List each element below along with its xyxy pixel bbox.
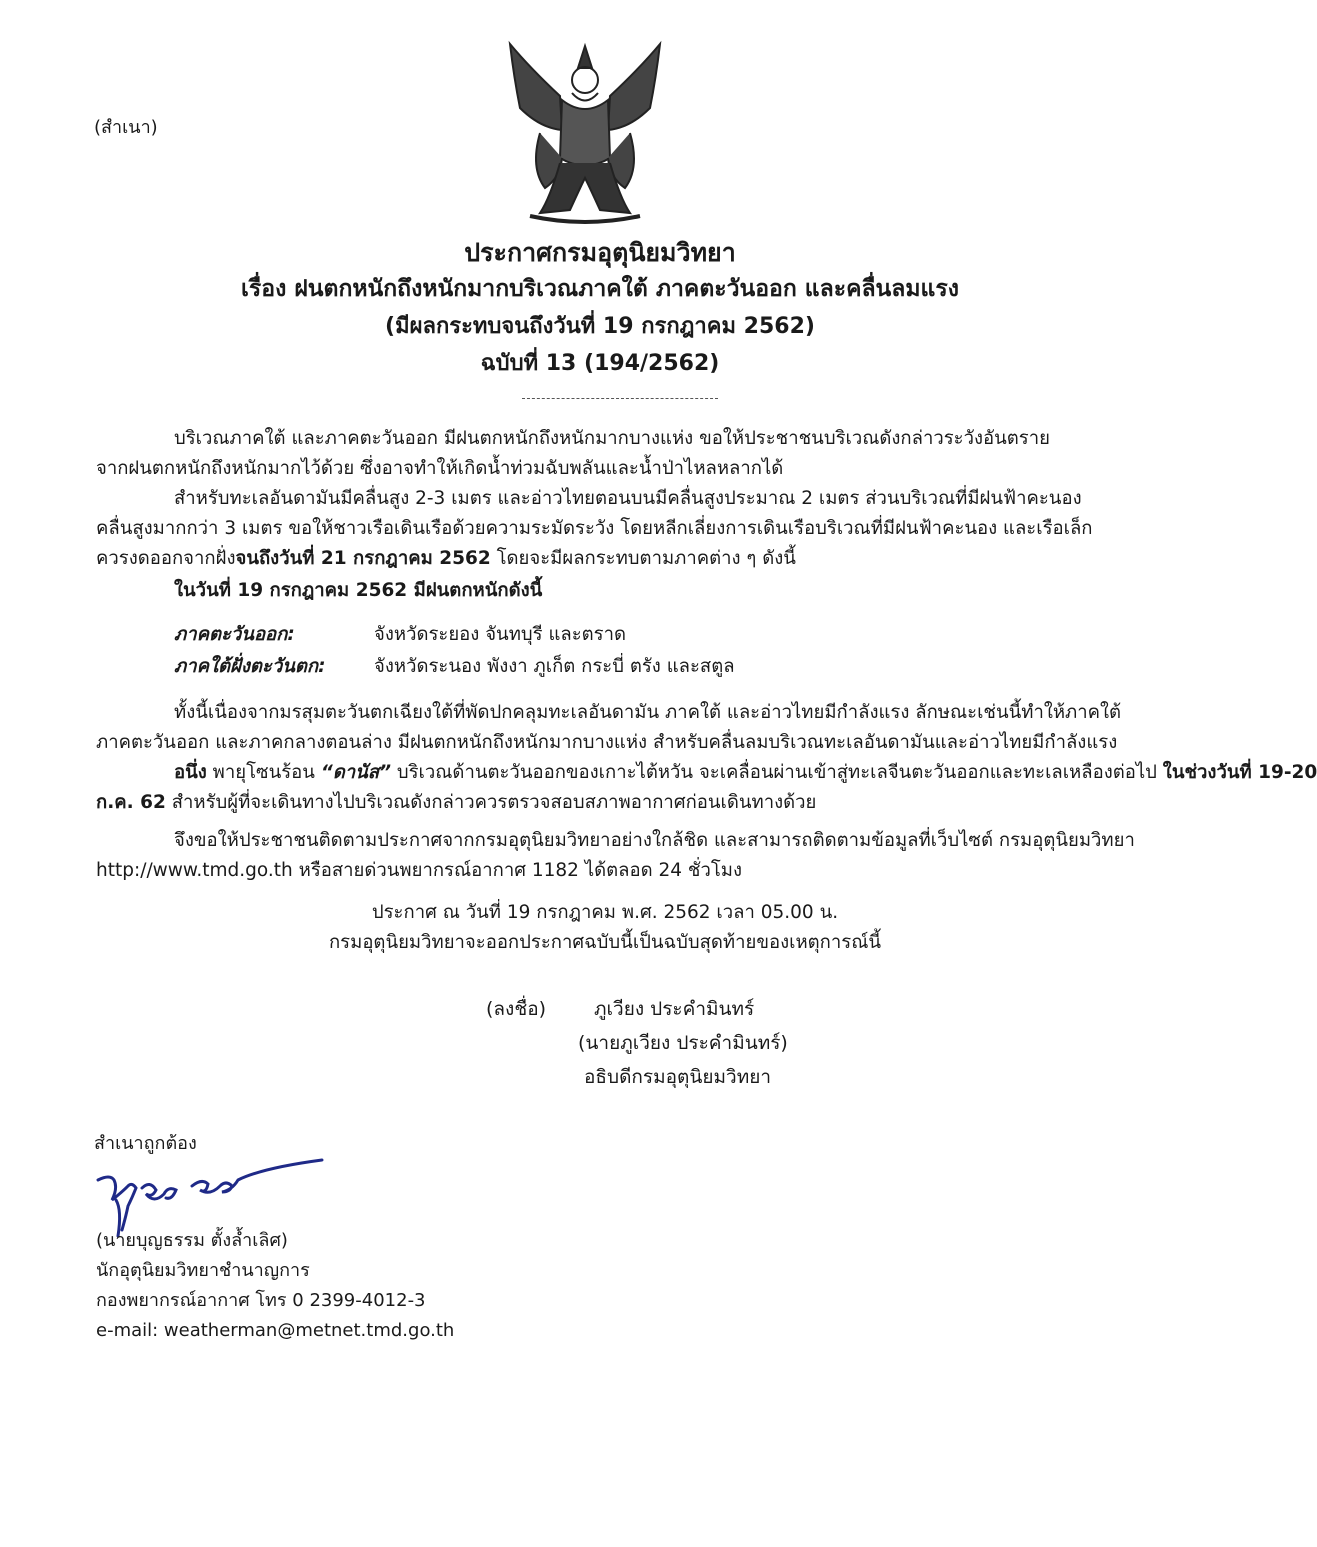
paragraph-line: จึงขอให้ประชาชนติดตามประกาศจากกรมอุตุนิยมวิทยาอย่างใกล้ชิด และสามารถติดตามข้อมูลที่เว็บไซต์ กรมอุตุนิยมวิทยา — [174, 830, 1135, 851]
contact-email: e-mail: weatherman@metnet.tmd.go.th — [96, 1320, 455, 1341]
signatory-full-name: (นายภูเวียง ประคำมินทร์) — [578, 1032, 788, 1054]
text-segment: บริเวณด้านตะวันออกของเกาะไต้หวัน จะเคลื่อนผ่านเข้าสู่ทะเลจีนตะวันออกและทะเลเหลืองต่อไป — [391, 762, 1163, 783]
storm-month: ก.ค. 62 — [96, 792, 166, 813]
certified-label: สำเนาถูกต้อง — [94, 1133, 197, 1154]
department-phone: กองพยากรณ์อากาศ โทร 0 2399-4012-3 — [96, 1290, 426, 1311]
signed-name: ภูเวียง ประคำมินทร์ — [594, 998, 755, 1020]
announce-date: ประกาศ ณ วันที่ 19 กรกฎาคม พ.ศ. 2562 เวลา 05.00 น. — [371, 902, 839, 923]
title-divider — [522, 398, 718, 399]
announcement-title: ประกาศกรมอุตุนิยมวิทยา — [464, 238, 736, 267]
storm-name: “ดานัส” — [320, 762, 391, 783]
paragraph-line — [96, 788, 1140, 818]
paragraph-contact — [96, 826, 1140, 886]
paragraph-wave-warning — [96, 484, 1140, 574]
text-segment: อนึ่ง — [174, 762, 207, 783]
signed-label: (ลงชื่อ) — [486, 998, 547, 1020]
paragraph-cause — [96, 698, 1140, 758]
until-date: จนถึงวันที่ 21 กรกฎาคม 2562 — [235, 548, 491, 569]
text-segment: ควรงดออกจากฝั่ง — [96, 548, 236, 569]
text-segment: สำหรับผู้ที่จะเดินทางไปบริเวณดังกล่าวควรตรวจสอบสภาพอากาศก่อนเดินทางด้วย — [165, 792, 817, 813]
heavy-rain-heading-block — [96, 576, 1140, 606]
signatory-position: อธิบดีกรมอุตุนิยมวิทยา — [584, 1066, 772, 1088]
certifier-details — [96, 1226, 454, 1346]
paragraph-rain-warning — [96, 424, 1140, 484]
region-name: ภาคใต้ฝั่งตะวันตก: — [174, 656, 326, 677]
website-line: http://www.tmd.go.th หรือสายด่วนพยากรณ์อากาศ 1182 ได้ตลอด 24 ชั่วโมง — [96, 860, 743, 881]
paragraph-line: บริเวณภาคใต้ และภาคตะวันออก มีฝนตกหนักถึงหนักมากบางแห่ง ขอให้ประชาชนบริเวณดังกล่าวระวังอันตราย — [174, 428, 1050, 449]
final-note: กรมอุตุนิยมวิทยาจะออกประกาศฉบับนี้เป็นฉบับสุดท้ายของเหตุการณ์นี้ — [328, 932, 882, 953]
paragraph-line — [96, 544, 1140, 574]
region-name: ภาคตะวันออก: — [174, 624, 295, 645]
paragraph-line: ภาคตะวันออก และภาคกลางตอนล่าง มีฝนตกหนักถึงหนักมากบางแห่ง สำหรับคลื่นลมบริเวณทะเลอันดามันและอ่าวไทยมีกำลังแรง — [96, 732, 1118, 753]
paragraph-line: จากฝนตกหนักถึงหนักมากไว้ด้วย ซึ่งอาจทำให้เกิดน้ำท่วมฉับพลันและน้ำป่าไหลหลากได้ — [96, 458, 784, 479]
text-segment: โดยจะมีผลกระทบตามภาคต่าง ๆ ดังนี้ — [490, 548, 796, 569]
paragraph-line: สำหรับทะเลอันดามันมีคลื่นสูง 2-3 เมตร และอ่าวไทยตอนบนมีคลื่นสูงประมาณ 2 เมตร ส่วนบริเวณที่มีฝนฟ้าคะนอง — [174, 488, 1082, 509]
heavy-rain-heading: ในวันที่ 19 กรกฎาคม 2562 มีฝนตกหนักดังนี้ — [174, 580, 543, 601]
issue-number: ฉบับที่ 13 (194/2562) — [480, 351, 720, 376]
effective-date: (มีผลกระทบจนถึงวันที่ 19 กรกฎาคม 2562) — [385, 314, 815, 339]
certifier-position: นักอุตุนิยมวิทยาชำนาญการ — [96, 1260, 310, 1281]
region-provinces: จังหวัดระนอง พังงา ภูเก็ต กระบี่ ตรัง และสตูล — [374, 656, 735, 677]
storm-period: ในช่วงวันที่ 19-20 — [1162, 762, 1317, 783]
garuda-emblem-icon — [500, 38, 670, 228]
certifier-name: (นายบุญธรรม ตั้งล้ำเลิศ) — [96, 1230, 288, 1251]
paragraph-storm — [96, 758, 1317, 818]
paragraph-line: ทั้งนี้เนื่องจากมรสุมตะวันตกเฉียงใต้ที่พัดปกคลุมทะเลอันดามัน ภาคใต้ และอ่าวไทยมีกำลังแรง ลักษณะเช่นนี้ทำให้ภาคใต้ — [174, 702, 1122, 723]
paragraph-line — [96, 758, 1317, 788]
text-segment: พายุโซนร้อน — [206, 762, 321, 783]
copy-mark: (สำเนา) — [94, 117, 158, 138]
announcement-subject: เรื่อง ฝนตกหนักถึงหนักมากบริเวณภาคใต้ ภาคตะวันออก และคลื่นลมแรง — [241, 276, 959, 302]
paragraph-line: คลื่นสูงมากกว่า 3 เมตร ขอให้ชาวเรือเดินเรือด้วยความระมัดระวัง โดยหลีกเลี่ยงการเดินเรือบริเวณที่มีฝนฟ้าคะนอง และเรือเล็ก — [96, 518, 1093, 539]
region-provinces: จังหวัดระยอง จันทบุรี และตราด — [374, 624, 626, 645]
